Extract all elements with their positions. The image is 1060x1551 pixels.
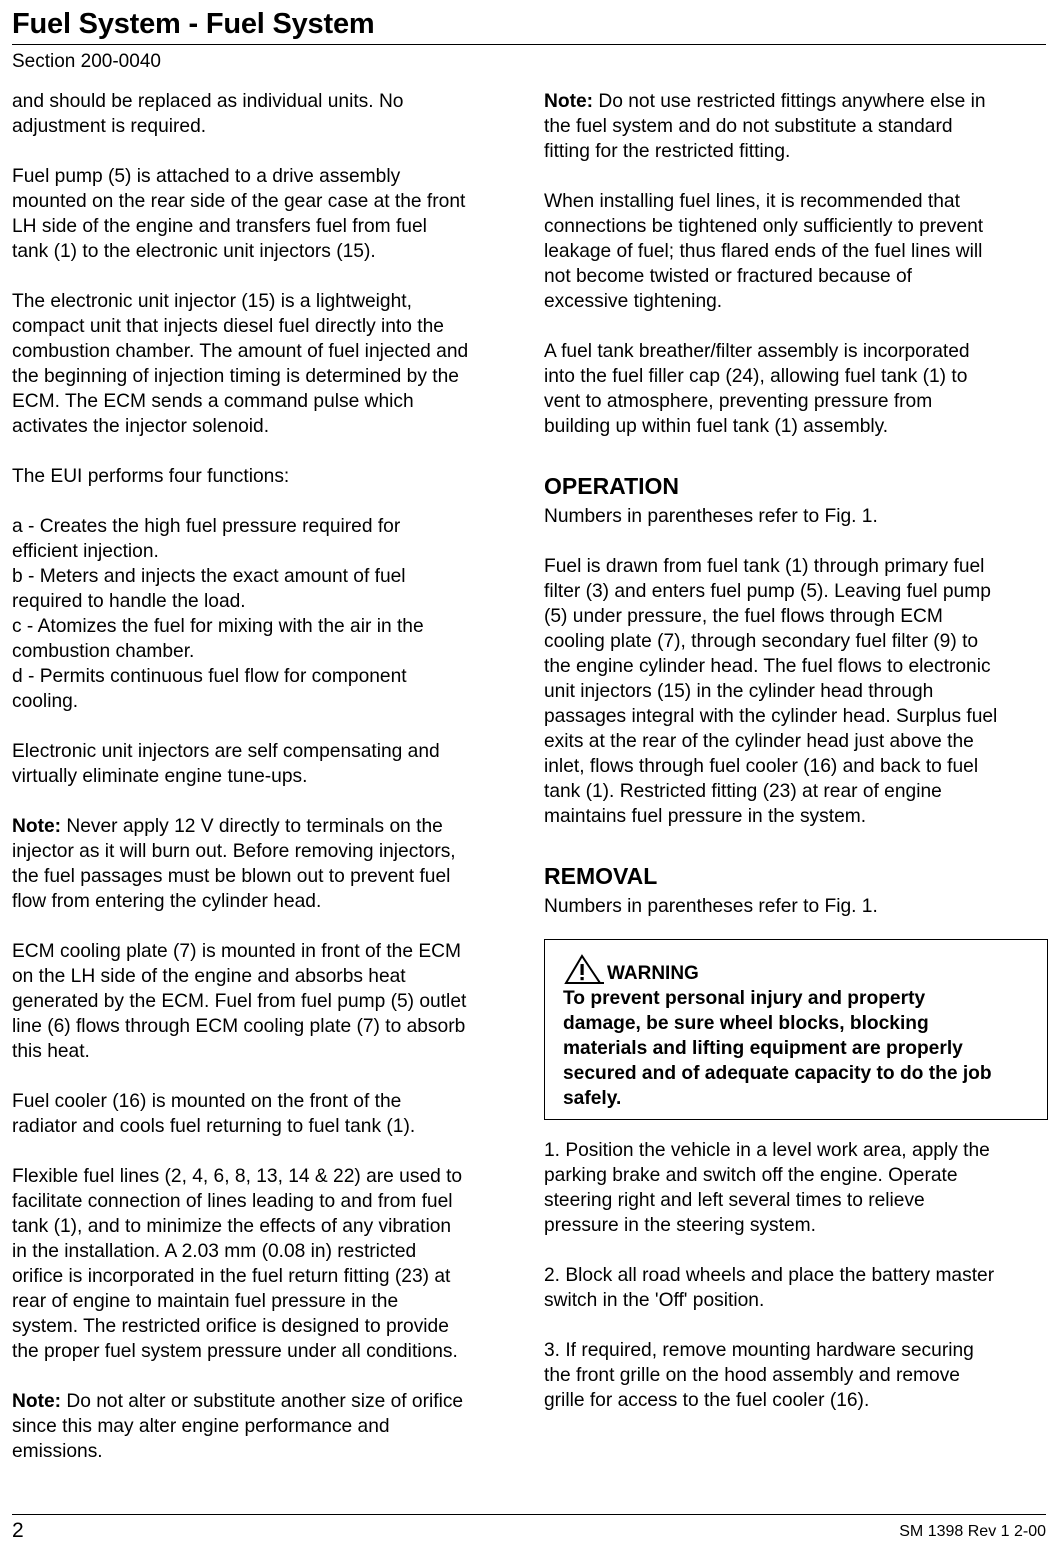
note-text: Never apply 12 V directly to terminals on the injector as it will burn out. Before removing injectors, the fuel passages must be blown out to prevent fuel flow from entering the cylinder head. [12,816,456,912]
paragraph: Fuel is drawn from fuel tank (1) through primary fuel filter (3) and enters fuel pump (5). Leaving fuel pump (5) under pressure, the fuel flows through ECM cooling plate (7), through secondary fuel filter (9) to the engine cylinder head. The fuel flows to electronic unit injectors (15) in the cylinder head through passages integral with the cylinder head. Surplus fuel exits at the rear of the cylinder head just above the inlet, flows through fuel cooler (16) and back to fuel tank (1). Restricted fitting (23) at rear of engine maintains fuel pressure in the system. [544,556,998,827]
figure-reference: Numbers in parentheses refer to Fig. 1. [544,896,878,917]
paragraph: Fuel cooler (16) is mounted on the front of the radiator and cools fuel returning to fuel tank (1). [12,1091,416,1137]
paragraph: The electronic unit injector (15) is a lightweight, compact unit that injects diesel fuel directly into the combustion chamber. The amount of fuel injected and the beginning of injection timing is determined by the ECM. The ECM sends a command pulse which activates the injector solenoid. [12,291,469,437]
note-text: Do not use restricted fittings anywhere else in the fuel system and do not substitute a standard fitting for the restricted fitting. [544,91,986,162]
function-list: a - Creates the high fuel pressure required for efficient injection. b - Meters and injects the exact amount of fuel required to handle the load. c - Atomizes the fuel for mixing with the air in the combustion chamber. d - Permits continuous fuel flow for component cooling. [12,516,424,712]
operation-heading: OPERATION [544,473,680,499]
warning-text: To prevent personal injury and property damage, be sure wheel blocks, blocking materials and lifting equipment are properly secured and of adequate capacity to do the job safely. [563,988,992,1109]
header-divider [12,44,1046,45]
removal-heading: REMOVAL [544,863,658,889]
warning-box [544,939,1048,1120]
left-column [12,89,524,1464]
note [12,814,524,914]
note-label: Note: [12,816,62,837]
note-label: Note: [12,1391,62,1412]
section-number: Section 200-0040 [12,51,161,72]
page-number: 2 [12,1519,24,1542]
footer-divider [12,1514,1046,1515]
paragraph: and should be replaced as individual units. No adjustment is required. [12,91,404,137]
warning-label: WARNING [607,963,699,984]
paragraph: Flexible fuel lines (2, 4, 6, 8, 13, 14 & 22) are used to facilitate connection of lines leading to and from fuel tank (1), and to minimize the effects of any vibration in the installation. A 2.03 mm (0.08 in) restricted orifice is incorporated in the fuel return fitting (23) at rear of engine to maintain fuel pressure in the system. The restricted orifice is designed to provide the proper fuel system pressure under all conditions. [12,1166,463,1362]
paragraph: A fuel tank breather/filter assembly is incorporated into the fuel filler cap (24), allowing fuel tank (1) to vent to atmosphere, preventing pressure from building up within fuel tank (1) assembly. [544,341,970,437]
paragraph: ECM cooling plate (7) is mounted in front of the ECM on the LH side of the engine and absorbs heat generated by the ECM. Fuel from fuel pump (5) outlet line (6) flows through ECM cooling plate (7) to absorb this heat. [12,941,467,1062]
warning-triangle-icon [563,954,605,986]
right-column [544,89,1048,1413]
step: 3. If required, remove mounting hardware securing the front grille on the hood assembly and remove grille for access to the fuel cooler (16). [544,1340,974,1411]
note [12,1389,524,1464]
document-reference: SM 1398 Rev 1 2-00 [899,1523,1046,1540]
warning-header [563,954,1033,986]
note-label: Note: [544,91,594,112]
step: 2. Block all road wheels and place the battery master switch in the 'Off' position. [544,1265,995,1311]
figure-reference: Numbers in parentheses refer to Fig. 1. [544,506,878,527]
note-text: Do not alter or substitute another size of orifice since this may alter engine performance and emissions. [12,1391,464,1462]
paragraph: Electronic unit injectors are self compensating and virtually eliminate engine tune-ups. [12,741,440,787]
paragraph: Fuel pump (5) is attached to a drive assembly mounted on the rear side of the gear case at the front LH side of the engine and transfers fuel from fuel tank (1) to the electronic unit injectors (15). [12,166,466,262]
page-title: Fuel System - Fuel System [12,8,375,40]
step: 1. Position the vehicle in a level work area, apply the parking brake and switch off the engine. Operate steering right and left several times to relieve pressure in the steering system. [544,1140,990,1236]
paragraph: The EUI performs four functions: [12,466,290,487]
note [544,89,1048,164]
paragraph: When installing fuel lines, it is recommended that connections be tightened only sufficiently to prevent leakage of fuel; thus flared ends of the fuel lines will not become twisted or fractured because of excessive tightening. [544,191,984,312]
